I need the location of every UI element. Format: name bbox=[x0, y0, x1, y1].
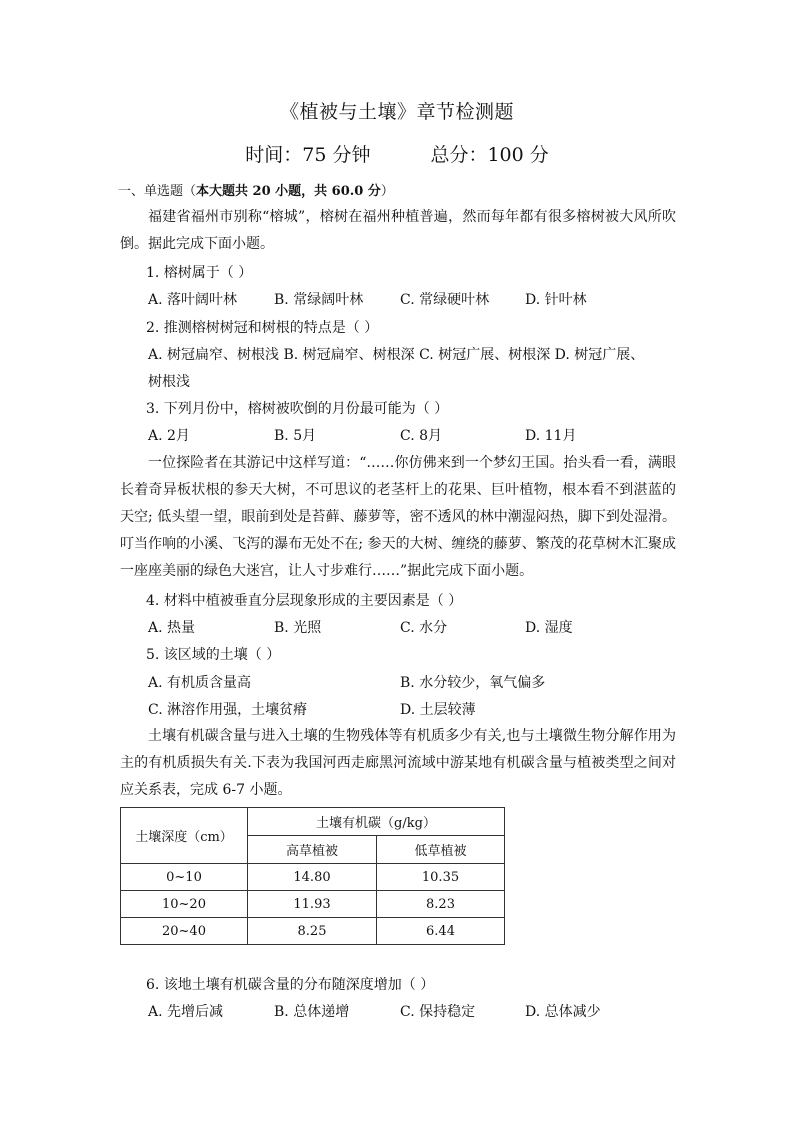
carbon-table bbox=[120, 807, 505, 945]
q4-option-d: D. 湿度 bbox=[525, 620, 573, 636]
question-1-stem: 1. 榕树属于（ ） bbox=[146, 265, 253, 281]
cell-high: 11.93 bbox=[248, 891, 377, 918]
col-low-grass: 低草植被 bbox=[377, 836, 505, 864]
q3-option-b: B. 5月 bbox=[274, 428, 317, 444]
q6-option-a: A. 先增后减 bbox=[148, 1004, 224, 1020]
q6-option-c: C. 保持稳定 bbox=[400, 1004, 476, 1020]
question-3-stem: 3. 下列月份中，榕树被吹倒的月份最可能为（ ） bbox=[146, 401, 449, 417]
q3-option-a: A. 2月 bbox=[148, 428, 190, 444]
question-2-stem: 2. 推测榕树树冠和树根的特点是（ ） bbox=[146, 320, 379, 336]
q5-option-a: A. 有机质含量高 bbox=[148, 675, 252, 691]
cell-low: 8.23 bbox=[377, 891, 505, 918]
cell-depth: 20~40 bbox=[121, 918, 248, 945]
question-6-stem: 6. 该地土壤有机碳含量的分布随深度增加（ ） bbox=[146, 977, 435, 993]
col-high-grass: 高草植被 bbox=[248, 836, 377, 864]
cell-low: 6.44 bbox=[377, 918, 505, 945]
cell-depth: 0~10 bbox=[121, 864, 248, 891]
q4-option-b: B. 光照 bbox=[274, 620, 322, 636]
q6-option-d: D. 总体减少 bbox=[525, 1004, 601, 1020]
q2-options-line-1: A. 树冠扁窄、树根浅 B. 树冠扁窄、树根深 C. 树冠广展、树根深 D. 树冠广展、 bbox=[148, 347, 645, 363]
question-4-stem: 4. 材料中植被垂直分层现象形成的主要因素是（ ） bbox=[146, 593, 463, 609]
q1-option-d: D. 针叶林 bbox=[525, 292, 587, 308]
exam-info bbox=[0, 140, 794, 167]
q1-option-b: B. 常绿阔叶林 bbox=[274, 292, 364, 308]
q2-options-line-2: 树根浅 bbox=[148, 374, 190, 390]
document-title: 《植被与土壤》章节检测题 bbox=[279, 101, 514, 123]
q5-option-c: C. 淋溶作用强，土壤贫瘠 bbox=[148, 702, 308, 718]
section-heading bbox=[118, 180, 394, 199]
cell-high: 14.80 bbox=[248, 864, 377, 891]
section-label: 一、单选题（ bbox=[118, 184, 197, 199]
cell-high: 8.25 bbox=[248, 918, 377, 945]
table-row bbox=[121, 918, 505, 945]
intro-paragraph-1: 福建省福州市别称“榕城”，榕树在福州种植普遍，然而每年都有很多榕树被大风所吹倒。据此完成下面小题。 bbox=[120, 209, 676, 252]
q1-option-a: A. 落叶阔叶林 bbox=[148, 292, 238, 308]
q3-option-d: D. 11月 bbox=[525, 428, 577, 444]
depth-header: 土壤深度（cm） bbox=[121, 808, 248, 864]
q5-option-b: B. 水分较少，氧气偏多 bbox=[400, 675, 546, 691]
q4-option-c: C. 水分 bbox=[400, 620, 448, 636]
q3-option-c: C. 8月 bbox=[400, 428, 443, 444]
carbon-header: 土壤有机碳（g/kg） bbox=[248, 808, 505, 836]
q6-option-b: B. 总体递增 bbox=[274, 1004, 350, 1020]
exam-score: 总分：100 分 bbox=[430, 144, 549, 166]
table-row bbox=[121, 864, 505, 891]
section-detail: 本大题共 20 小题，共 60.0 分 bbox=[196, 184, 381, 199]
table-row bbox=[121, 891, 505, 918]
cell-low: 10.35 bbox=[377, 864, 505, 891]
exam-time: 时间：75 分钟 bbox=[245, 144, 371, 166]
section-end: ） bbox=[380, 184, 394, 199]
question-5-stem: 5. 该区域的土壤（ ） bbox=[146, 647, 281, 663]
q1-option-c: C. 常绿硬叶林 bbox=[400, 292, 490, 308]
cell-depth: 10~20 bbox=[121, 891, 248, 918]
q5-option-d: D. 土层较薄 bbox=[400, 702, 476, 718]
intro-paragraph-3: 土壤有机碳含量与进入土壤的生物残体等有机质多少有关,也与土壤微生物分解作用为主的有机质损失有关.下表为我国河西走廊黑河流域中游某地有机碳含量与植被类型之间对应关系表，完成 6-7 小题。 bbox=[120, 728, 676, 798]
q4-option-a: A. 热量 bbox=[148, 620, 196, 636]
intro-paragraph-2: 一位探险者在其游记中这样写道：“……你仿佛来到一个梦幻王国。抬头看一看，满眼长着奇异板状根的参天大树，不可思议的老茎杆上的花果、巨叶植物，根本看不到湛蓝的天空; 低头望一望，眼前到处是苔藓、藤萝等，密不透风的林中潮湿闷热，脚下到处湿滑。叮当作响的小溪、飞泻的瀑布无处不在; 参天的大树、缠绕的藤萝、繁茂的花草树木汇聚成一座座美丽的绿色大迷宫，让人寸步难行……”据此完成下面小题。 bbox=[120, 455, 676, 579]
